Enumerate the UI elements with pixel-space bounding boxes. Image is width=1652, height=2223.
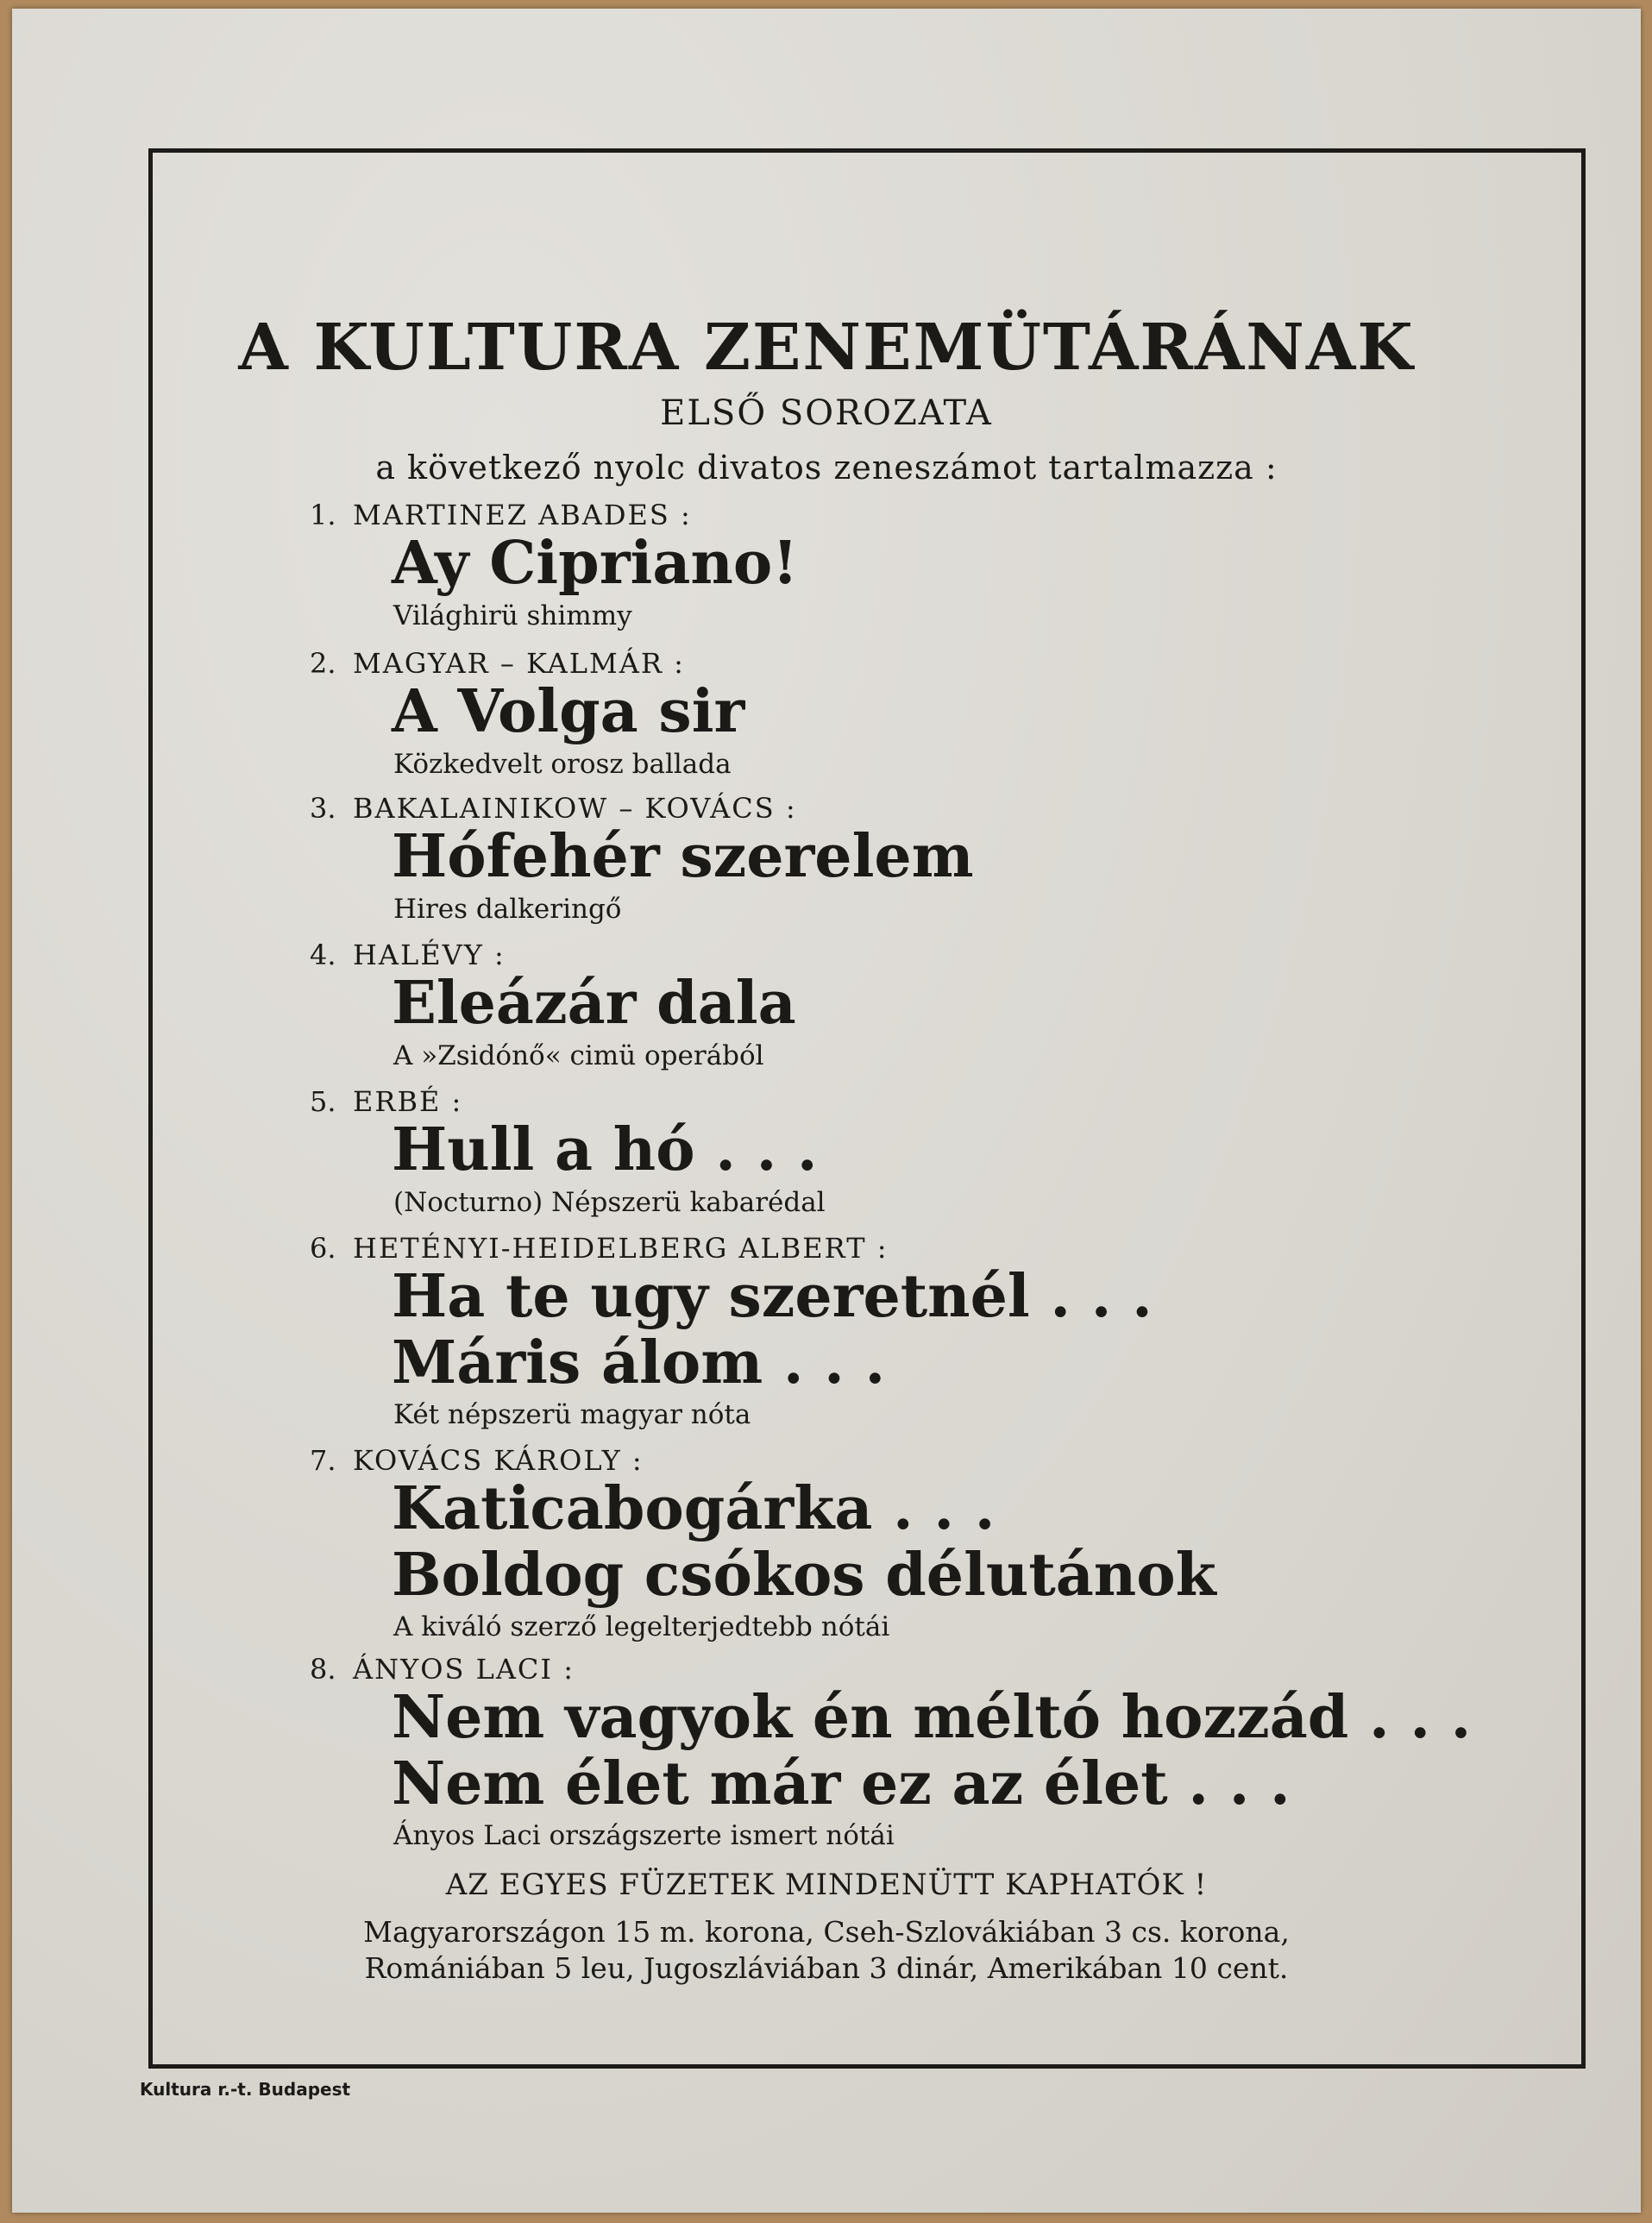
item-composer: ERBÉ : bbox=[353, 1085, 463, 1118]
item-number: 6. bbox=[310, 1232, 336, 1265]
song-title: Katicabogárka . . . bbox=[392, 1474, 996, 1543]
song-description: Közkedvelt orosz ballada bbox=[393, 749, 732, 780]
song-description: (Nocturno) Népszerü kabarédal bbox=[393, 1187, 826, 1218]
item-composer: MAGYAR – KALMÁR : bbox=[353, 647, 685, 680]
song-title: A Volga sir bbox=[392, 677, 745, 746]
song-description: Hires dalkeringő bbox=[393, 894, 622, 925]
song-description: A »Zsidónő« cimü operából bbox=[393, 1040, 764, 1071]
song-description: Két népszerü magyar nóta bbox=[393, 1399, 751, 1430]
item-number: 2. bbox=[310, 647, 336, 680]
page-title: A KULTURA ZENEMÜTÁRÁNAK bbox=[238, 311, 1415, 385]
item-composer: HETÉNYI-HEIDELBERG ALBERT : bbox=[353, 1232, 889, 1265]
item-composer: BAKALAINIKOW – KOVÁCS : bbox=[353, 792, 797, 825]
song-title: Ha te ugy szeretnél . . . bbox=[392, 1262, 1153, 1331]
page-subtitle: ELSŐ SOROZATA bbox=[660, 393, 993, 433]
item-composer: HALÉVY : bbox=[353, 939, 506, 971]
item-number: 3. bbox=[310, 792, 336, 825]
paper-sheet bbox=[12, 9, 1641, 2213]
availability-notice: AZ EGYES FÜZETEK MINDENÜTT KAPHATÓK ! bbox=[445, 1868, 1208, 1902]
item-number: 4. bbox=[310, 939, 336, 971]
song-title: Boldog csókos délutánok bbox=[392, 1541, 1216, 1610]
item-composer: MARTINEZ ABADES : bbox=[353, 499, 692, 531]
song-title: Eleázár dala bbox=[392, 969, 796, 1038]
song-title: Hull a hó . . . bbox=[392, 1115, 818, 1184]
song-description: Ányos Laci országszerte ismert nótái bbox=[393, 1820, 895, 1851]
song-title: Máris álom . . . bbox=[392, 1328, 886, 1397]
song-description: Világhirü shimmy bbox=[393, 600, 632, 631]
intro-text: a következő nyolc divatos zeneszámot tartalmazza : bbox=[375, 449, 1278, 487]
item-composer: ÁNYOS LACI : bbox=[353, 1653, 575, 1686]
item-number: 8. bbox=[310, 1653, 336, 1686]
item-number: 7. bbox=[310, 1444, 336, 1477]
item-composer: KOVÁCS KÁROLY : bbox=[353, 1444, 644, 1477]
song-title: Ay Cipriano! bbox=[392, 529, 799, 598]
item-number: 1. bbox=[310, 499, 336, 531]
price-line: Magyarországon 15 m. korona, Cseh-Szlovákiában 3 cs. korona, bbox=[363, 1915, 1290, 1949]
item-number: 5. bbox=[310, 1085, 336, 1118]
publisher-imprint: Kultura r.-t. Budapest bbox=[140, 2079, 351, 2100]
song-description: A kiváló szerző legelterjedtebb nótái bbox=[393, 1611, 890, 1642]
song-title: Nem vagyok én méltó hozzád . . . bbox=[392, 1683, 1472, 1752]
price-line: Romániában 5 leu, Jugoszláviában 3 dinár, Amerikában 10 cent. bbox=[364, 1951, 1289, 1985]
song-title: Hófehér szerelem bbox=[392, 822, 974, 891]
song-title: Nem élet már ez az élet . . . bbox=[392, 1749, 1291, 1818]
